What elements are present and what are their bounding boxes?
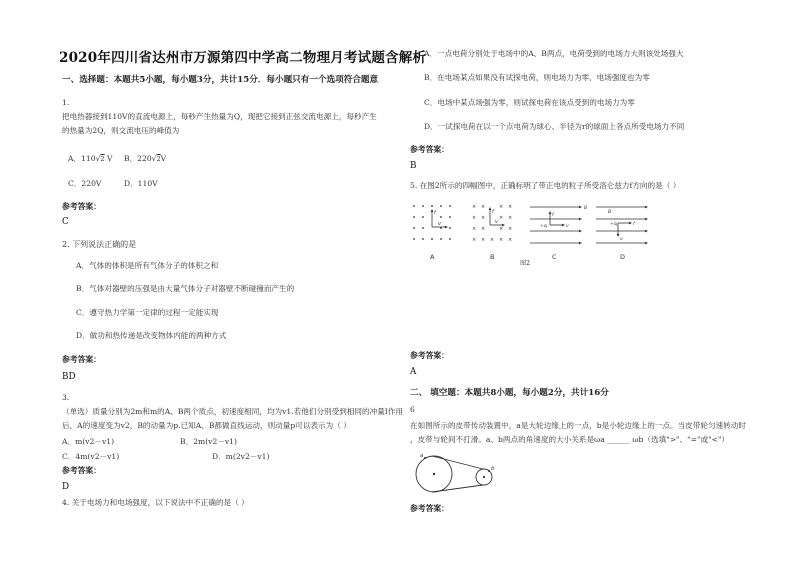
- q3-stem-line2: 后，A的速度变为v2，B的动量为p.已知A、B都做直线运动，则动量p可以表示为（ ）: [62, 421, 351, 430]
- q1-option-b-unit: V: [160, 154, 167, 163]
- q1-answer-label: 参考答案：: [62, 202, 101, 211]
- q4-option-c: C．电场中某点场强为零，则试探电荷在该点受到的电场力为零: [424, 98, 635, 107]
- q2-option-a: A．气体的体积是所有气体分子的体积之和: [76, 261, 219, 270]
- q4-option-b: B．在电场某点如果没有试探电荷，则电场力为零，电场强度也为零: [424, 73, 650, 82]
- svg-text:×: ×: [481, 215, 486, 221]
- q1-option-a-text: A．110: [68, 154, 96, 163]
- q4-stem: 4. 关于电场力和电场强度，以下说法中不正确的是（ ）: [62, 498, 249, 507]
- q5-label-a: A: [430, 253, 435, 261]
- q1-number: 1.: [62, 98, 70, 107]
- point-a-label: a: [420, 453, 424, 459]
- q5-b-v-label: v: [495, 219, 498, 225]
- q5-answer-label: 参考答案：: [410, 351, 449, 360]
- q5-panel-b: [472, 204, 512, 261]
- q5-answer: A: [410, 367, 417, 377]
- q2-option-c: C．遵守热力学第一定律的过程一定能实现: [76, 308, 219, 317]
- section-2-heading: 二、 填空题：本题共8小题，每小题2分，共计16分: [410, 388, 609, 398]
- q1-option-a: [68, 153, 112, 164]
- q5-panel-a: [413, 205, 451, 261]
- q1-option-d: D．110V: [124, 179, 158, 188]
- q2-option-b: B．气体对器壁的压强是由大量气体分子对器壁不断碰撞而产生的: [76, 284, 295, 293]
- q1-option-b-radicand: 2: [156, 155, 161, 163]
- svg-text:×: ×: [499, 215, 504, 221]
- svg-text:×: ×: [508, 226, 513, 232]
- q3-number: 3.: [62, 393, 70, 402]
- q2-option-d: D．做功和热传递是改变物体内能的两种方式: [76, 331, 227, 340]
- belt-bottom: [432, 485, 483, 492]
- svg-text:×: ×: [472, 215, 477, 221]
- q5-panel-c: [530, 205, 587, 261]
- q5-c-v-label: v: [566, 224, 569, 229]
- q5-label-b: B: [490, 253, 495, 261]
- q2-answer-label: 参考答案：: [62, 355, 101, 364]
- q5-stem: 5. 在图2所示的四幅图中，正确标明了带正电的粒子所受洛仑兹力f方向的是（ ）: [410, 181, 681, 190]
- svg-text:×: ×: [499, 204, 504, 210]
- q1-option-b-text: B．220: [124, 154, 152, 163]
- svg-text:×: ×: [481, 237, 486, 243]
- q6-answer-label: 参考答案：: [410, 504, 449, 513]
- q1-stem-line1: 把电热器接到110V的直流电源上，每秒产生热量为Q，现把它接到正弦交流电源上，每秒产生: [62, 112, 377, 121]
- q1-option-a-radicand: 2: [100, 155, 105, 163]
- svg-text:×: ×: [508, 215, 513, 221]
- q5-a-f-label: f: [434, 210, 436, 216]
- q1-option-c: C．220V: [68, 179, 102, 188]
- q5-label-c: C: [552, 253, 557, 261]
- svg-text:×: ×: [499, 237, 504, 243]
- q5-a-v-label: v: [438, 221, 441, 227]
- section-1-heading: 一、选择题：本题共5小题，每小题3分，共计15分．每小题只有一个选项符合题意: [62, 75, 379, 85]
- q5-c-b-label: B: [584, 206, 588, 211]
- q5-panel-d: [596, 206, 648, 261]
- svg-text:×: ×: [481, 204, 486, 210]
- point-b-label: b: [491, 466, 495, 472]
- q5-figure-caption: 图2: [520, 260, 531, 267]
- q5-label-d: D: [620, 253, 626, 261]
- q1-answer: C: [62, 217, 69, 227]
- svg-text:×: ×: [508, 237, 513, 243]
- svg-text:×: ×: [472, 237, 477, 243]
- q1-option-a-unit: V: [106, 154, 113, 163]
- q2-stem: 2. 下列说法正确的是: [62, 240, 137, 249]
- svg-text:×: ×: [508, 204, 513, 210]
- q5-b-f-label: f: [492, 209, 494, 215]
- q1-option-b: [124, 153, 166, 164]
- page-title: 2020年四川省达州市万源第四中学高二物理月考试题含解析: [59, 50, 427, 66]
- q3-stem-line1: （单选）质量分别为2m和m的A、B两个质点，初速度相同，均为v1.若他们分别受到相同的冲量I作用: [62, 407, 403, 416]
- belt-top: [432, 456, 483, 469]
- q6-belt-figure: [410, 450, 510, 500]
- q6-stem-line1: 在如图所示的皮带传动装置中，a是大轮边缘上的一点，b是小轮边缘上的一点。当皮带轮匀速转动时: [410, 421, 746, 430]
- q3-answer: D: [62, 482, 70, 492]
- q4-answer: B: [410, 161, 417, 171]
- q3-option-b: B．2m(v2－v1): [180, 437, 237, 446]
- svg-text:×: ×: [472, 204, 477, 210]
- q3-option-a: A．m(v2－v1): [62, 437, 115, 446]
- q2-answer: BD: [62, 372, 76, 382]
- q1-stem-line2: 的热量为2Q，则交流电压的峰值为: [62, 126, 180, 135]
- sqrt-icon: √: [151, 154, 157, 163]
- q3-answer-label: 参考答案：: [62, 466, 101, 475]
- q5-c-q-label: +q: [540, 224, 547, 229]
- q6-stem-line2: ，皮带与轮间不打滑。a、b两点的角速度的大小关系是ωa ______ ωb（选填">"、"="或"<"）: [410, 435, 730, 444]
- q4-option-a: A．一点电荷分别处于电场中的A、B两点，电荷受到的电场力大则该处场强大: [424, 49, 684, 58]
- q5-d-b-label: B: [608, 210, 612, 215]
- svg-text:×: ×: [481, 226, 486, 232]
- q5-d-q-label: +q: [610, 222, 617, 227]
- q3-option-c: C．4m(v2－v1): [62, 452, 120, 461]
- q5-d-v-label: v: [620, 237, 623, 242]
- svg-text:×: ×: [490, 237, 495, 243]
- q4-answer-label: 参考答案：: [410, 145, 449, 154]
- svg-text:×: ×: [499, 226, 504, 232]
- q6-number: 6: [410, 405, 415, 414]
- q4-option-d: D．一试探电荷在以一个点电荷为球心、半径为r的球面上各点所受电场力不同: [424, 122, 685, 131]
- svg-text:×: ×: [472, 226, 477, 232]
- q5-d-f-label: f: [633, 222, 635, 227]
- sqrt-icon: √: [95, 154, 101, 163]
- q5-c-f-label: f: [552, 213, 554, 218]
- q3-option-d: D．m(2v2－v1): [212, 452, 270, 461]
